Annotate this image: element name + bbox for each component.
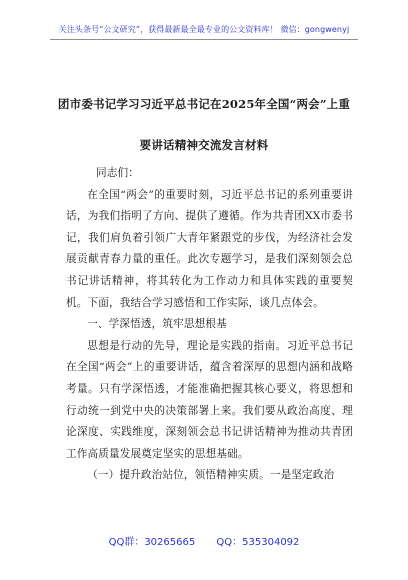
document-title-line-1: 团市委书记学习习近平总书记在2025年全国“两会”上重 <box>57 97 351 111</box>
footer-qq-number: QQ：535304092 <box>216 537 300 548</box>
paragraph-section-1: 思想是行动的先导，理论是实践的指南。习近平总书记在全国“两会”上的重要讲话，蕴含着深厚的思想内涵和战略考量。只有学深悟透，才能准确把握其核心要义，将思想和行动统一到党中央的决策部署上来。我们要从政治高度、理论深度、实践维度，深刻领会总书记讲话精神为推动共青团工作高质量发展奠定坚实的思想基础。 <box>66 339 353 460</box>
footer-qq-group: QQ群：30265665 <box>108 537 196 548</box>
paragraph-intro: 在全国“两会”的重要时刻，习近平总书记的系列重要讲话，为我们指明了方向、提供了遵循。作为共青团XX市委书记，我们肩负着引领广大青年紧跟党的步伐，为经济社会发展贡献青春力量的重任。此次专题学习，是我们深刻领会总书记讲话精神，将其转化为工作动力和具体实践的重要契机。下面，我结合学习感悟和工作实际，谈几点体会。 <box>66 188 353 309</box>
greeting: 同志们： <box>96 167 139 179</box>
header-note: 关注头条号“公文研究”，获得最新最全最专业的公文资料库！ 微信：gongwenyj <box>58 25 350 34</box>
header-divider <box>50 39 358 40</box>
footer-contact <box>0 533 408 548</box>
document-body <box>66 163 353 487</box>
document-title-line-2: 要讲话精神交流发言材料 <box>139 138 269 152</box>
subheading-1-1: （一）提升政治站位，领悟精神实质。一是坚定政治 <box>87 469 335 482</box>
section-heading-1: 一、学深悟透，筑牢思想根基 <box>87 318 227 331</box>
